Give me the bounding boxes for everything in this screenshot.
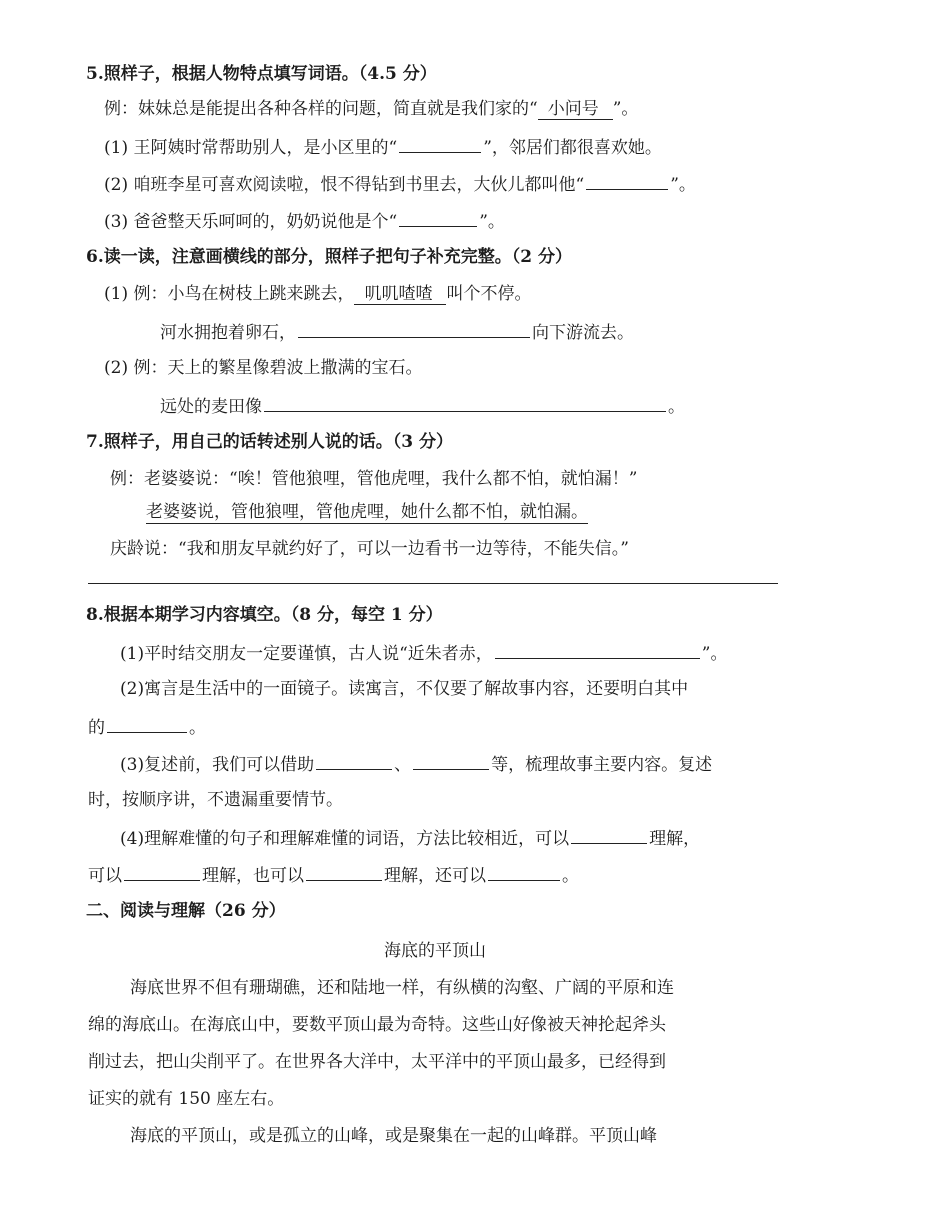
q5-item-3-prefix: (3) 爸爸整天乐呵呵的，奶奶说他是个“ (104, 212, 398, 232)
q5-item-1-blank[interactable] (399, 134, 481, 153)
q8-item-3-suffix: 等，梳理故事主要内容。复述 (491, 755, 713, 775)
q8-item-3-sep: 、 (394, 755, 412, 775)
q6-item-1-example-suffix: 叫个不停。 (446, 284, 532, 304)
q8-item-4-line2-p4: 。 (562, 866, 579, 886)
q8-item-1-suffix: ”。 (701, 644, 728, 664)
q7-task: 庆龄说：“我和朋友早就约好了，可以一边看书一边等待，不能失信。” (110, 539, 629, 559)
q8-item-4-line1-prefix: (4)理解难懂的句子和理解难懂的词语，方法比较相近，可以 (120, 829, 570, 849)
q8-item-3-blank-1[interactable] (316, 751, 392, 770)
passage-para1-line2: 绵的海底山。在海底山中，要数平顶山最为奇特。这些山好像被天神抡起斧头 (88, 1015, 666, 1035)
q8-item-3-blank-2[interactable] (413, 751, 489, 770)
q8-item-4-line2-p2: 理解，也可以 (202, 866, 304, 886)
q8-item-4-line2-p1: 可以 (88, 866, 122, 886)
q5-heading: 5.照样子，根据人物特点填写词语。（4.5 分） (86, 64, 437, 84)
q6-item-2-blank[interactable] (264, 393, 666, 412)
q6-item-2-task (160, 393, 685, 419)
q8-item-4-blank-4[interactable] (488, 862, 560, 881)
q5-item-3-blank[interactable] (399, 208, 477, 227)
q5-example-answer: 小问号 (538, 99, 613, 120)
q5-item-2 (104, 171, 696, 197)
q8-item-4-blank-2[interactable] (124, 862, 200, 881)
q6-item-2-task-suffix: 。 (668, 397, 685, 417)
q6-item-2-task-prefix: 远处的麦田像 (160, 397, 262, 417)
q7-heading: 7.照样子，用自己的话转述别人说的话。（3 分） (86, 432, 453, 452)
q8-item-1-blank[interactable] (495, 640, 700, 659)
q8-item-4-blank-3[interactable] (306, 862, 382, 881)
q5-item-2-prefix: (2) 咱班李星可喜欢阅读啦，恨不得钻到书里去，大伙儿都叫他“ (104, 175, 585, 195)
q5-item-2-suffix: ”。 (670, 175, 696, 195)
q6-item-1-example (104, 282, 531, 306)
q8-item-4-line2-p3: 理解，还可以 (384, 866, 486, 886)
q6-item-1-example-prefix: (1) 例：小鸟在树枝上跳来跳去， (104, 284, 355, 304)
q6-item-1-blank[interactable] (298, 319, 530, 338)
q8-item-4-line2 (88, 862, 579, 888)
q6-heading: 6.读一读，注意画横线的部分，照样子把句子补充完整。（2 分） (86, 247, 572, 267)
q8-item-2-line2-prefix: 的 (88, 718, 105, 738)
q8-item-4-line1 (120, 825, 700, 851)
q8-item-3-line2: 时，按顺序讲，不遗漏重要情节。 (88, 790, 343, 810)
passage-title: 海底的平顶山 (384, 941, 486, 961)
q8-item-2-line1: (2)寓言是生活中的一面镜子。读寓言，不仅要了解故事内容，还要明白其中 (120, 679, 689, 699)
q5-item-1-prefix: (1) 王阿姨时常帮助别人，是小区里的“ (104, 138, 398, 158)
q8-item-4-line1-suffix: 理解， (649, 829, 701, 849)
q8-item-4-blank-1[interactable] (571, 825, 647, 844)
q5-item-1-suffix: ”，邻居们都很喜欢她。 (483, 138, 662, 158)
q5-example-suffix: ”。 (612, 99, 639, 119)
passage-para1-line1: 海底世界不但有珊瑚礁，还和陆地一样，有纵横的沟壑、广阔的平原和连 (130, 978, 674, 998)
q7-example-quote: 例：老婆婆说：“唉！管他狼哩，管他虎哩，我什么都不怕，就怕漏！” (110, 469, 638, 489)
q7-answer-line[interactable] (88, 583, 778, 584)
q8-item-2-line2 (88, 714, 206, 740)
q8-item-3 (120, 751, 712, 777)
q6-item-1-example-answer: 叽叽喳喳 (354, 284, 446, 305)
section2-heading: 二、阅读与理解（26 分） (86, 901, 286, 921)
q8-item-3-prefix: (3)复述前，我们可以借助 (120, 755, 315, 775)
passage-para2-line1: 海底的平顶山，或是孤立的山峰，或是聚集在一起的山峰群。平顶山峰 (130, 1126, 657, 1146)
q6-item-1-task-suffix: 向下游流去。 (532, 323, 634, 343)
q8-item-2-line2-suffix: 。 (189, 718, 206, 738)
passage-para1-line3: 削过去，把山尖削平了。在世界各大洋中，太平洋中的平顶山最多，已经得到 (88, 1052, 666, 1072)
q5-item-3-suffix: ”。 (479, 212, 505, 232)
q8-heading: 8.根据本期学习内容填空。（8 分，每空 1 分） (86, 605, 443, 625)
q6-item-1-task (160, 319, 634, 345)
q5-item-2-blank[interactable] (586, 171, 668, 190)
q7-example-answer (146, 500, 588, 524)
q5-item-1 (104, 134, 662, 160)
q8-item-2-blank[interactable] (107, 714, 187, 733)
q5-item-3 (104, 208, 505, 234)
q8-item-1 (120, 640, 727, 666)
q5-example (104, 97, 638, 121)
passage-para1-line4: 证实的就有 150 座左右。 (88, 1089, 285, 1109)
q8-item-1-prefix: (1)平时结交朋友一定要谨慎，古人说“近朱者赤， (120, 644, 493, 664)
q6-item-1-task-prefix: 河水拥抱着卵石， (160, 323, 296, 343)
q6-item-2-example: (2) 例：天上的繁星像碧波上撒满的宝石。 (104, 358, 423, 378)
q7-example-answer-text: 老婆婆说，管他狼哩，管他虎哩，她什么都不怕，就怕漏。 (146, 502, 588, 522)
q5-example-prefix: 例：妹妹总是能提出各种各样的问题，简直就是我们家的“ (104, 99, 538, 119)
